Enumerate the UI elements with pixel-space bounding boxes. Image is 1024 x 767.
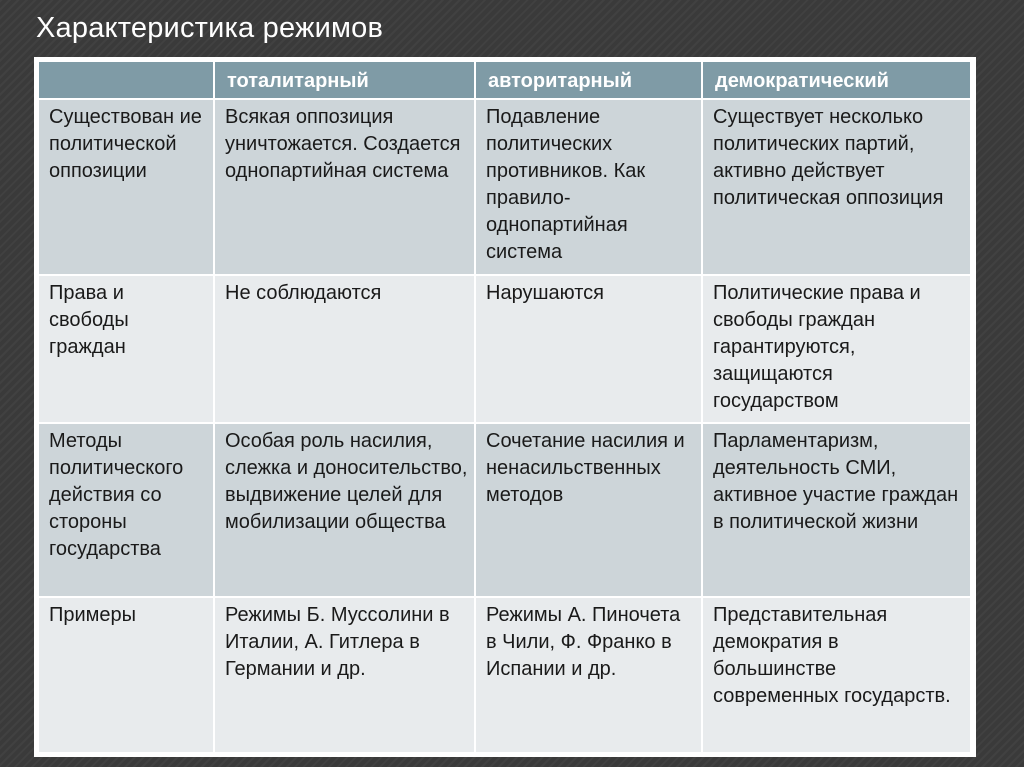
- table-header-row: [38, 61, 971, 99]
- table-row: [38, 597, 971, 753]
- regimes-table-frame: [34, 57, 976, 757]
- cell-totalitarian: Не соблюдаются: [214, 275, 475, 423]
- table-row: [38, 275, 971, 423]
- cell-authoritarian: Сочетание насилия и ненасильственных методов: [475, 423, 702, 597]
- table-row: [38, 99, 971, 275]
- table-row: [38, 423, 971, 597]
- cell-democratic: Политические права и свободы граждан гарантируются, защищаются государством: [702, 275, 971, 423]
- header-cell-empty: [38, 61, 214, 99]
- header-cell-totalitarian: тоталитарный: [214, 61, 475, 99]
- row-label: Права и свободы граждан: [38, 275, 214, 423]
- header-cell-democratic: демократический: [702, 61, 971, 99]
- row-label: Методы политического действия со стороны государства: [38, 423, 214, 597]
- cell-totalitarian: Особая роль насилия, слежка и доносительство, выдвижение целей для мобилизации общества: [214, 423, 475, 597]
- cell-totalitarian: Режимы Б. Муссолини в Италии, А. Гитлера в Германии и др.: [214, 597, 475, 753]
- cell-authoritarian: Подавление политических противников. Как правило-однопартийная система: [475, 99, 702, 275]
- header-cell-authoritarian: авторитарный: [475, 61, 702, 99]
- cell-democratic: Представительная демократия в большинстве современных государств.: [702, 597, 971, 753]
- row-label: Примеры: [38, 597, 214, 753]
- cell-authoritarian: Режимы А. Пиночета в Чили, Ф. Франко в Испании и др.: [475, 597, 702, 753]
- cell-democratic: Существует несколько политических партий, активно действует политическая оппозиция: [702, 99, 971, 275]
- cell-totalitarian: Всякая оппозиция уничтожается. Создается однопартийная система: [214, 99, 475, 275]
- cell-democratic: Парламентаризм, деятельность СМИ, активное участие граждан в политической жизни: [702, 423, 971, 597]
- slide-title: Характеристика режимов: [36, 12, 384, 44]
- cell-authoritarian: Нарушаются: [475, 275, 702, 423]
- regimes-table: [37, 60, 972, 754]
- row-label: Существован ие политической оппозиции: [38, 99, 214, 275]
